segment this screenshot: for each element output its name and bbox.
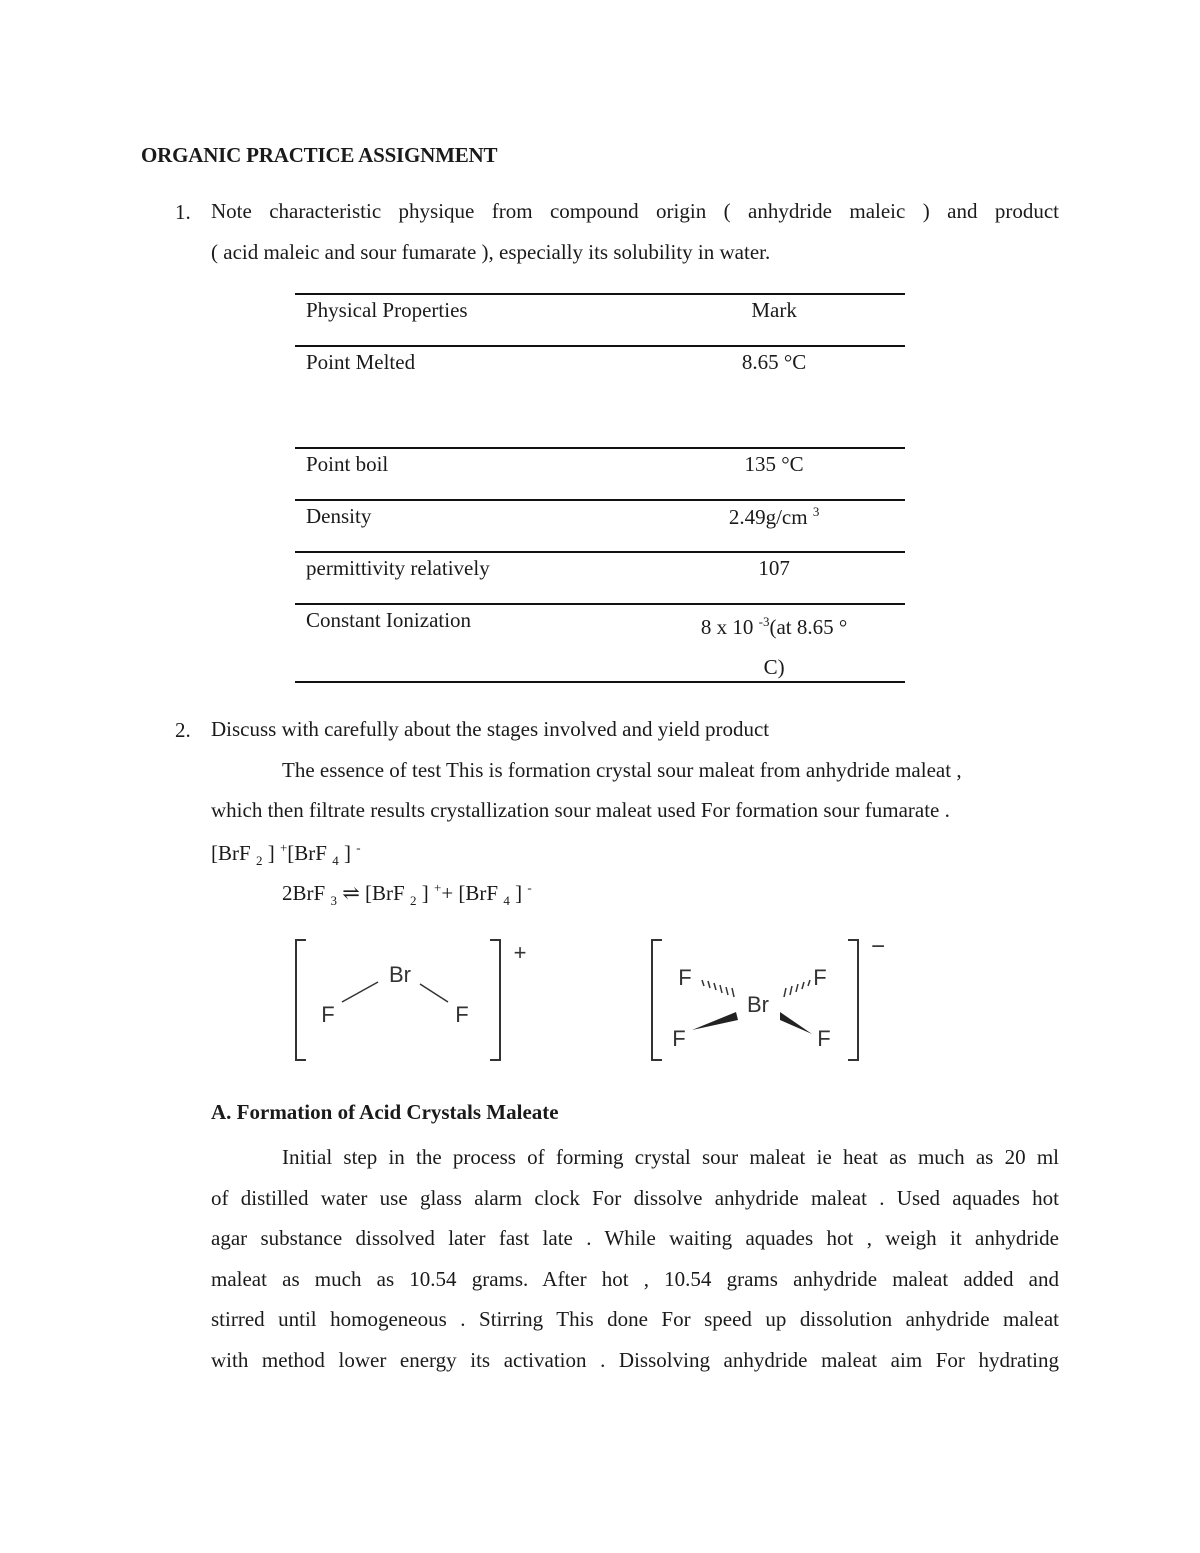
- question-2-line-2: The essence of test This is formation crystal sour maleat from anhydride maleat ,: [282, 757, 962, 782]
- formula-subscript: 4: [503, 893, 510, 909]
- formula-superscript: -: [356, 840, 361, 855]
- brf-ion-structures: [280, 930, 900, 1070]
- formula-part: +: [441, 881, 454, 905]
- formula-part: [BrF: [287, 841, 327, 865]
- table-cell-value: 135 °C: [744, 452, 804, 476]
- section-a-heading: A. Formation of Acid Crystals Maleate: [211, 1100, 559, 1124]
- formula-part: 2BrF: [282, 881, 326, 905]
- density-value: 2.49g/cm: [728, 505, 808, 529]
- hashed-bond-left: [702, 980, 734, 997]
- table-cell-value: [643, 500, 905, 552]
- formula-subscript: 4: [332, 853, 339, 869]
- table-cell-value: 107: [758, 556, 790, 580]
- question-2-number: 2.: [175, 718, 191, 742]
- formula-superscript: -: [527, 880, 532, 895]
- page-title: ORGANIC PRACTICE ASSIGNMENT: [141, 143, 498, 167]
- question-1-line-2: ( acid maleic and sour fumarate ), especially its solubility in water.: [211, 239, 771, 264]
- hashed-bond-right: [784, 980, 810, 997]
- table-cell-label: Point boil: [306, 452, 389, 476]
- formula-subscript: 3: [330, 893, 337, 909]
- density-unit-exponent: 3: [812, 504, 820, 519]
- cation-fluorine-left: F: [321, 1002, 335, 1027]
- ionization-mantissa: 8 x 10: [700, 615, 754, 639]
- equilibrium-arrow-icon: ⇌: [342, 881, 360, 905]
- question-2-line-3: which then filtrate results crystallization sour maleat used For formation sour fumarate .: [211, 798, 950, 822]
- table-header-row: [295, 294, 905, 346]
- section-a-body: [211, 1137, 1059, 1380]
- physical-properties-table: [295, 293, 905, 683]
- table-header-cell: Mark: [751, 298, 797, 322]
- right-bracket: [848, 940, 858, 1060]
- question-1-text: [211, 191, 1059, 272]
- table-row: [295, 500, 905, 552]
- brf2-cation-structure: [296, 940, 526, 1060]
- section-a-line: of distilled water use glass alarm clock For dissolve anhydride maleat . Used aquades hot: [211, 1185, 1059, 1210]
- anion-charge: −: [870, 933, 886, 960]
- table-cell-label: Constant Ionization: [306, 608, 472, 632]
- anion-fluorine-bottom-left: F: [672, 1026, 686, 1051]
- formula-subscript: 2: [409, 893, 417, 909]
- formula-part: [BrF: [365, 881, 405, 905]
- cation-center-atom: Br: [389, 962, 411, 987]
- bond-line: [420, 984, 448, 1002]
- table-cell-label: Density: [306, 504, 372, 528]
- table-row: [295, 604, 905, 682]
- section-a-line: maleat as much as 10.54 grams. After hot , 10.54 grams anhydride maleat added and: [211, 1266, 1059, 1291]
- formula-part: [BrF: [458, 881, 499, 905]
- anion-fluorine-bottom-right: F: [817, 1026, 831, 1051]
- formula-part: ]: [515, 881, 523, 905]
- formula-part: [BrF: [211, 841, 251, 865]
- formula-superscript: +: [279, 840, 288, 855]
- formula-part: ]: [343, 841, 351, 865]
- ionization-exponent: -3: [758, 614, 770, 629]
- formula-subscript: 2: [255, 853, 263, 869]
- table-cell-label: permittivity relatively: [306, 556, 490, 580]
- section-a-line: agar substance dissolved later fast late . While waiting aquades hot , weigh it anhydride: [211, 1226, 1059, 1250]
- table-header-cell: Physical Properties: [306, 298, 468, 322]
- anion-center-atom: Br: [747, 992, 769, 1017]
- question-2-text: [211, 709, 1059, 831]
- table-cell-value: 8.65 °C: [741, 350, 807, 374]
- formula-part: ]: [421, 881, 429, 905]
- left-bracket: [296, 940, 306, 1060]
- table-row: [295, 448, 905, 500]
- question-2-line-1: Discuss with carefully about the stages involved and yield product: [211, 717, 770, 741]
- left-bracket: [652, 940, 662, 1060]
- question-1-line-1: Note characteristic physique from compound origin ( anhydride maleic ) and product: [211, 199, 1059, 223]
- ionization-condition-cont: C): [763, 655, 785, 679]
- right-bracket: [490, 940, 500, 1060]
- bond-line: [342, 982, 378, 1002]
- section-a-line: with method lower energy its activation . Dissolving anhydride maleat aim For hydrating: [211, 1347, 1059, 1372]
- table-row: [295, 552, 905, 604]
- formula-ion-pair: [211, 840, 361, 869]
- anion-fluorine-top-right: F: [813, 965, 827, 990]
- table-cell-label: Point Melted: [306, 350, 416, 374]
- section-a-line: stirred until homogeneous . Stirring This done For speed up dissolution anhydride maleat: [211, 1307, 1059, 1331]
- wedge-bond-right: [780, 1012, 812, 1034]
- formula-equilibrium: [282, 880, 532, 909]
- wedge-bond-left: [692, 1012, 738, 1030]
- question-1-number: 1.: [175, 200, 191, 224]
- cation-charge: +: [513, 940, 527, 965]
- table-cell-value: [643, 604, 905, 682]
- table-row: [295, 346, 905, 448]
- formula-part: ]: [267, 841, 275, 865]
- anion-fluorine-top-left: F: [678, 965, 692, 990]
- formula-superscript: +: [433, 880, 442, 895]
- ionization-condition: (at 8.65 °: [769, 615, 848, 639]
- section-a-line: Initial step in the process of forming crystal sour maleat ie heat as much as 20 ml: [282, 1145, 1059, 1169]
- cation-fluorine-right: F: [455, 1002, 469, 1027]
- brf4-anion-structure: [652, 933, 885, 1060]
